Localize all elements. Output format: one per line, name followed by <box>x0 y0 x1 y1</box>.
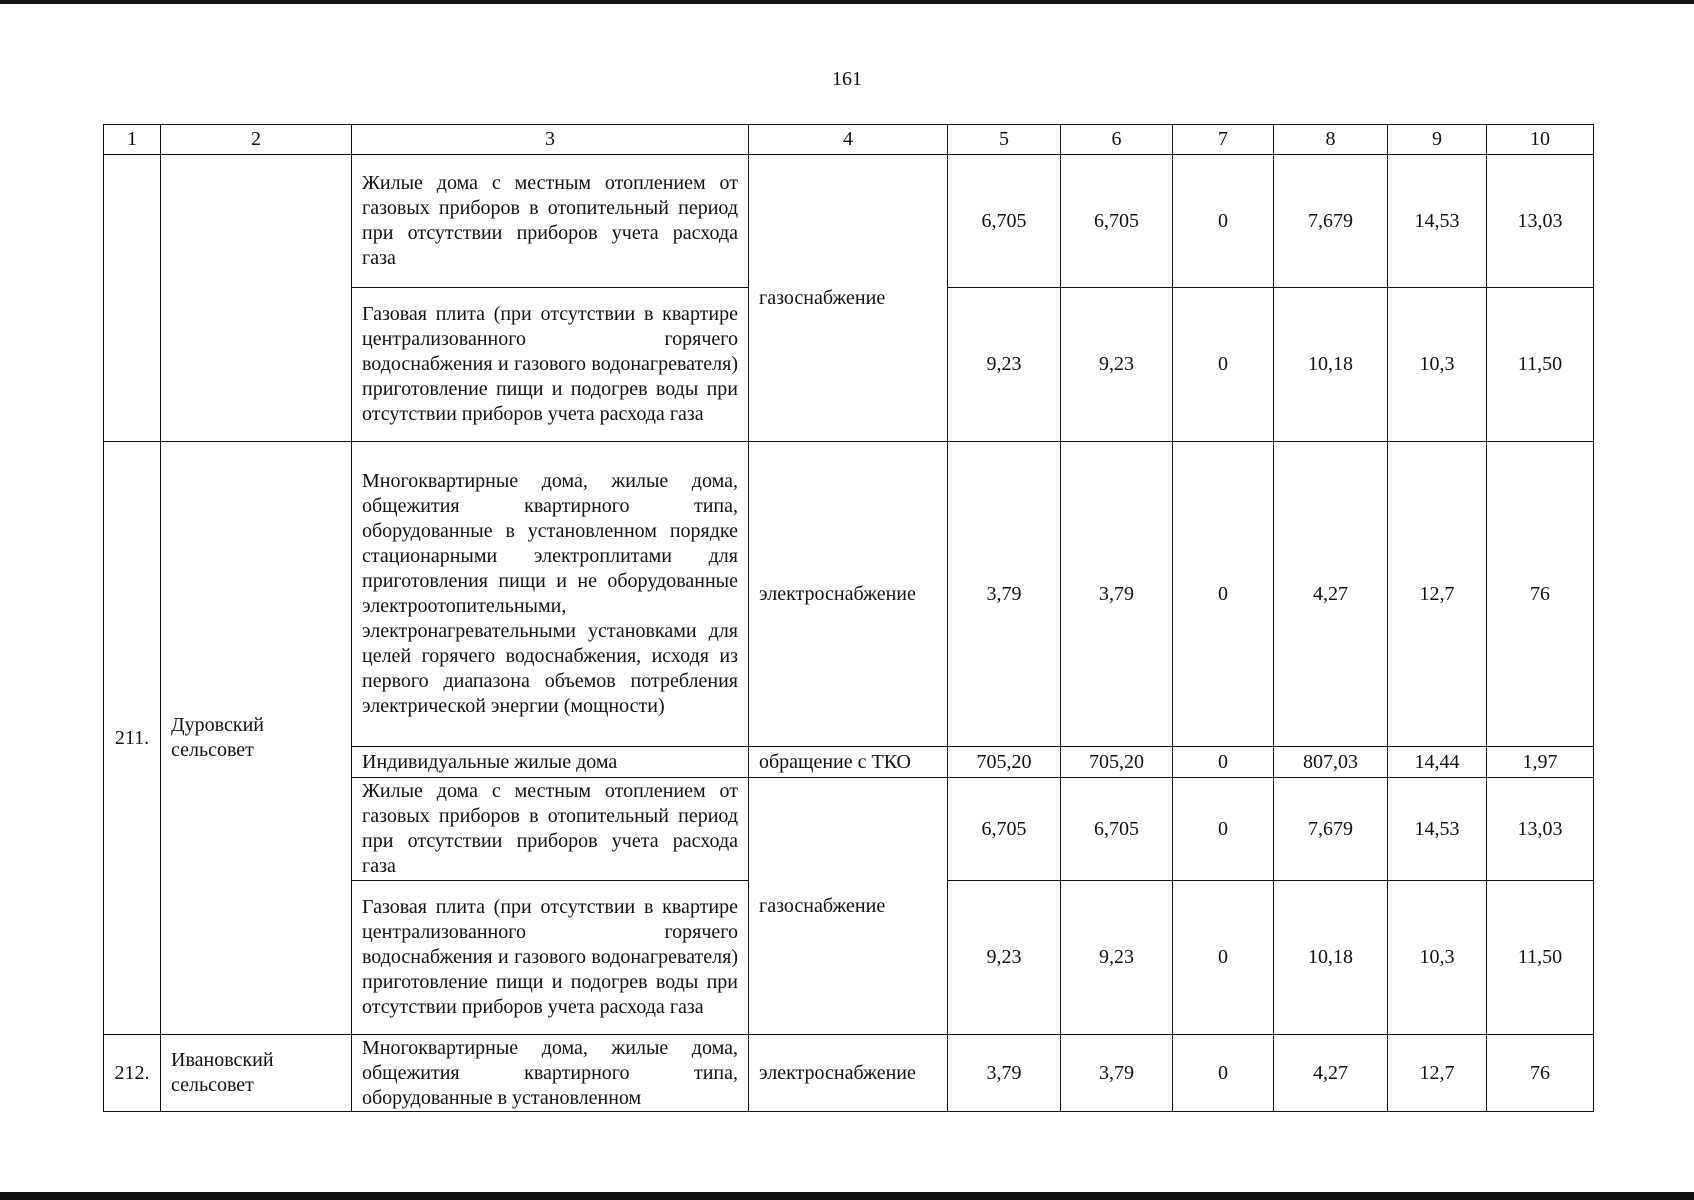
top-border-line <box>0 0 1694 4</box>
settlement-index: 212. <box>104 1035 161 1112</box>
value-cell: 6,705 <box>948 778 1061 881</box>
description-cell: Газовая плита (при отсутствии в квартире централизованного горячего водоснабжения и газового водонагревателя) приготовление пищи и подогрев воды при отсутствии приборов учета расхода газа <box>352 288 749 442</box>
description-cell: Многоквартирные дома, жилые дома, общежития квартирного типа, оборудованные в установленном <box>352 1035 749 1112</box>
value-cell: 7,679 <box>1274 778 1388 881</box>
table-row <box>104 442 1594 747</box>
service-cell: газоснабжение <box>749 155 948 442</box>
description-cell: Жилые дома с местным отоплением от газовых приборов в отопительный период при отсутствии приборов учета расхода газа <box>352 155 749 288</box>
value-cell: 76 <box>1487 442 1594 747</box>
value-cell: 705,20 <box>1061 747 1173 778</box>
settlement-name: Ивановский сельсовет <box>161 1035 352 1112</box>
header-cell: 6 <box>1061 125 1173 155</box>
header-cell: 10 <box>1487 125 1594 155</box>
value-cell: 7,679 <box>1274 155 1388 288</box>
value-cell: 10,18 <box>1274 881 1388 1035</box>
header-cell: 8 <box>1274 125 1388 155</box>
service-cell: обращение с ТКО <box>749 747 948 778</box>
value-cell: 13,03 <box>1487 155 1594 288</box>
header-cell: 2 <box>161 125 352 155</box>
settlement-index: 211. <box>104 442 161 1035</box>
value-cell: 0 <box>1173 747 1274 778</box>
header-cell: 9 <box>1388 125 1487 155</box>
value-cell: 11,50 <box>1487 288 1594 442</box>
page-number: 161 <box>832 68 862 90</box>
settlement-cell-empty <box>161 155 352 442</box>
value-cell: 10,18 <box>1274 288 1388 442</box>
tariff-table <box>103 124 1594 1112</box>
value-cell: 3,79 <box>948 442 1061 747</box>
value-cell: 6,705 <box>1061 155 1173 288</box>
value-cell: 9,23 <box>948 881 1061 1035</box>
header-cell: 3 <box>352 125 749 155</box>
service-cell: электроснабжение <box>749 442 948 747</box>
value-cell: 0 <box>1173 442 1274 747</box>
description-cell: Индивидуальные жилые дома <box>352 747 749 778</box>
value-cell: 1,97 <box>1487 747 1594 778</box>
value-cell: 9,23 <box>1061 881 1173 1035</box>
table-row <box>104 1035 1594 1112</box>
value-cell: 11,50 <box>1487 881 1594 1035</box>
value-cell: 9,23 <box>948 288 1061 442</box>
settlement-name: Дуровский сельсовет <box>161 442 352 1035</box>
value-cell: 6,705 <box>1061 778 1173 881</box>
value-cell: 0 <box>1173 288 1274 442</box>
value-cell: 807,03 <box>1274 747 1388 778</box>
service-cell: электроснабжение <box>749 1035 948 1112</box>
service-cell: газоснабжение <box>749 778 948 1035</box>
value-cell: 10,3 <box>1388 881 1487 1035</box>
value-cell: 705,20 <box>948 747 1061 778</box>
value-cell: 3,79 <box>1061 1035 1173 1112</box>
value-cell: 6,705 <box>948 155 1061 288</box>
header-cell: 5 <box>948 125 1061 155</box>
value-cell: 13,03 <box>1487 778 1594 881</box>
value-cell: 14,53 <box>1388 778 1487 881</box>
value-cell: 12,7 <box>1388 1035 1487 1112</box>
value-cell: 0 <box>1173 778 1274 881</box>
table-row <box>104 155 1594 288</box>
value-cell: 0 <box>1173 155 1274 288</box>
description-cell: Газовая плита (при отсутствии в квартире централизованного горячего водоснабжения и газового водонагревателя) приготовление пищи и подогрев воды при отсутствии приборов учета расхода газа <box>352 881 749 1035</box>
bottom-border-line <box>0 1192 1694 1200</box>
index-cell-empty <box>104 155 161 442</box>
value-cell: 12,7 <box>1388 442 1487 747</box>
value-cell: 4,27 <box>1274 442 1388 747</box>
value-cell: 0 <box>1173 1035 1274 1112</box>
description-cell: Жилые дома с местным отоплением от газовых приборов в отопительный период при отсутствии приборов учета расхода газа <box>352 778 749 881</box>
value-cell: 10,3 <box>1388 288 1487 442</box>
value-cell: 3,79 <box>1061 442 1173 747</box>
value-cell: 14,44 <box>1388 747 1487 778</box>
header-cell: 4 <box>749 125 948 155</box>
value-cell: 0 <box>1173 881 1274 1035</box>
header-cell: 1 <box>104 125 161 155</box>
value-cell: 14,53 <box>1388 155 1487 288</box>
value-cell: 4,27 <box>1274 1035 1388 1112</box>
description-cell: Многоквартирные дома, жилые дома, общежития квартирного типа, оборудованные в установленном порядке стационарными электроплитами для приготовления пищи и не оборудованные электроотопительными, электронагревательными установками для целей горячего водоснабжения, исходя из первого диапазона объемов потребления электрической энергии (мощности) <box>352 442 749 747</box>
value-cell: 3,79 <box>948 1035 1061 1112</box>
value-cell: 9,23 <box>1061 288 1173 442</box>
header-row <box>104 125 1594 155</box>
header-cell: 7 <box>1173 125 1274 155</box>
value-cell: 76 <box>1487 1035 1594 1112</box>
